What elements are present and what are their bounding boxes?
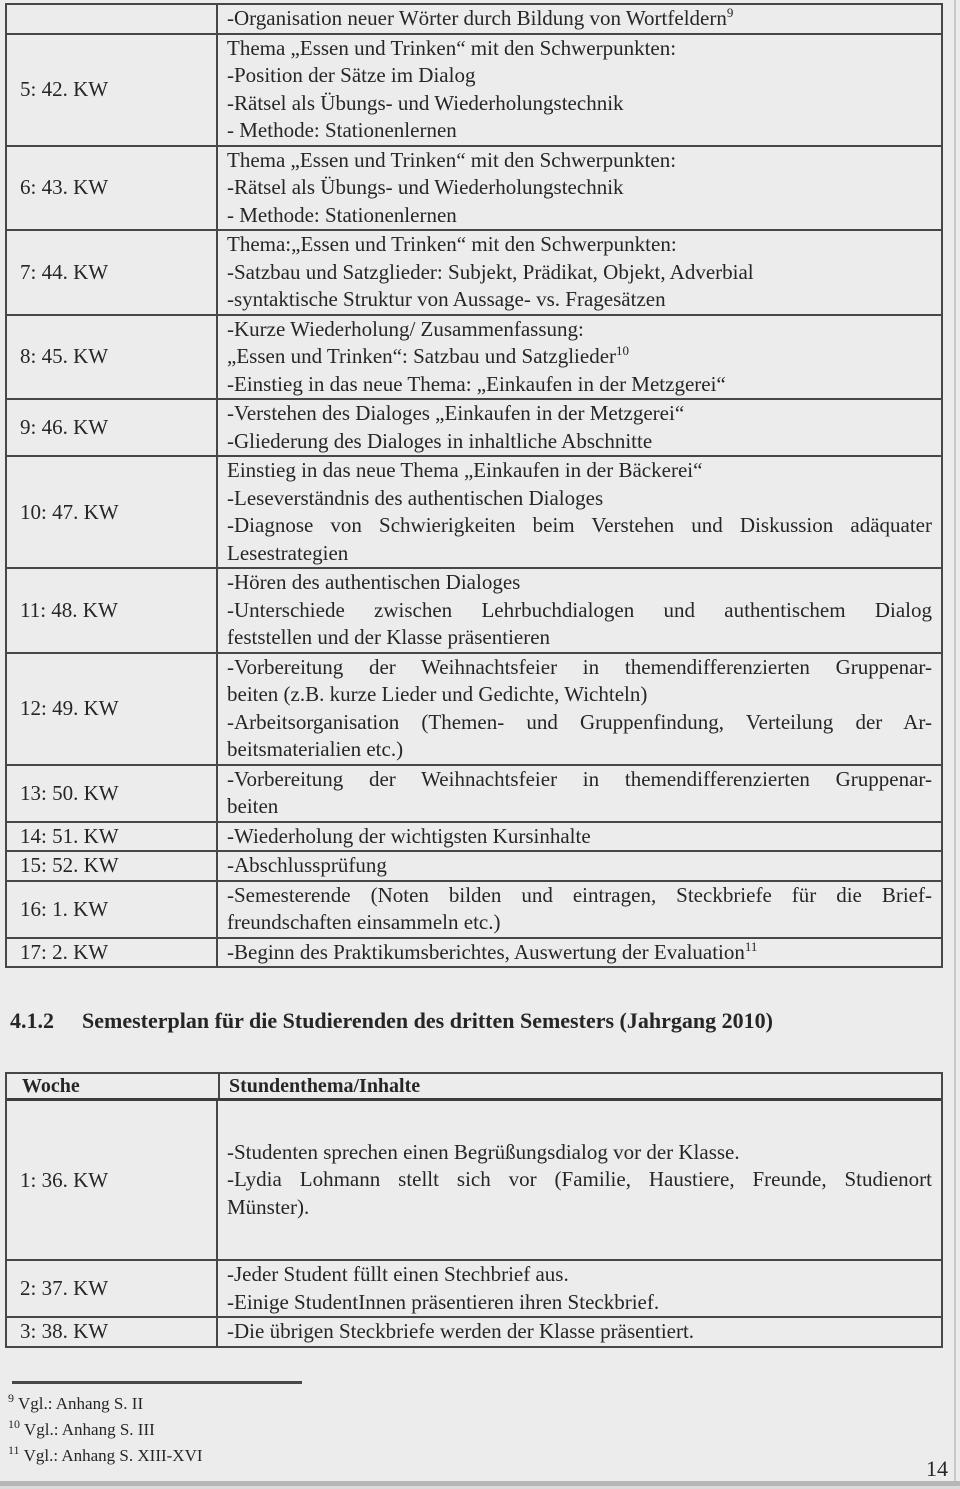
content-line: Münster).	[227, 1194, 310, 1219]
week-cell: 3: 38. KW	[7, 1318, 218, 1346]
table-row	[7, 398, 941, 455]
column-header-stundenthema: Stundenthema/Inhalte	[229, 1075, 421, 1097]
content-line: -Einige StudentInnen präsentieren ihren Steckbrief.	[227, 1289, 660, 1314]
content-line: -Abschlussprüfung	[227, 853, 387, 877]
table-row	[7, 1316, 941, 1346]
footnote-number: 10	[8, 1417, 20, 1432]
content-cell	[218, 852, 941, 880]
content-line: -Position der Sätze im Dialog	[227, 63, 476, 87]
table-row	[7, 850, 941, 880]
week-cell: 1: 36. KW	[7, 1101, 218, 1259]
week-cell: 7: 44. KW	[7, 231, 218, 314]
content-line: -Jeder Student füllt einen Stechbrief aus.	[227, 1262, 569, 1286]
table-header-row	[7, 1074, 941, 1101]
table-row	[7, 821, 941, 851]
table-row	[7, 937, 941, 967]
footnote-item: $^{10}$ Vgl.: Anhang S. III	[8, 1417, 155, 1439]
content-line: -Vorbereitung der Weihnachtsfeier in themendifferenzierten Gruppenar-	[227, 654, 932, 679]
content-line: -Leseverständnis des authentischen Dialoges	[227, 485, 604, 510]
week-cell: 13: 50. KW	[7, 766, 218, 821]
content-line: -Rätsel als Übungs- und Wiederholungstechnik	[227, 90, 624, 115]
content-cell	[218, 1101, 941, 1259]
semester-plan-table-third-semester	[5, 1072, 943, 1348]
content-line: beiten	[227, 794, 279, 818]
content-cell	[218, 766, 941, 821]
content-line: -syntaktische Struktur von Aussage- vs. Fragesätzen	[227, 287, 666, 311]
content-line: -Die übrigen Steckbriefe werden der Klasse präsentiert.	[227, 1319, 695, 1343]
footnote-separator-rule	[12, 1381, 302, 1384]
table-row	[7, 314, 941, 399]
table-row	[7, 229, 941, 314]
content-line: -Rätsel als Übungs- und Wiederholungstechnik	[227, 175, 624, 199]
footnote-item: $^{11}$ Vgl.: Anhang S. XIII-XVI	[8, 1443, 203, 1465]
week-cell: 11: 48. KW	[7, 569, 218, 652]
week-cell: 16: 1. KW	[7, 882, 218, 937]
content-cell	[218, 457, 941, 567]
week-cell: 14: 51. KW	[7, 823, 218, 851]
content-cell	[218, 569, 941, 652]
content-line: -Satzbau und Satzglieder: Subjekt, Prädikat, Objekt, Adverbial	[227, 259, 754, 284]
content-cell	[218, 147, 941, 230]
week-cell: 17: 2. KW	[7, 939, 218, 967]
content-cell	[218, 939, 941, 967]
table-row	[7, 567, 941, 652]
content-cell	[218, 654, 941, 764]
table-row	[7, 880, 941, 937]
content-line: Lesestrategien	[227, 540, 349, 565]
section-heading	[10, 1006, 940, 1036]
week-cell: 12: 49. KW	[7, 654, 218, 764]
content-cell	[218, 316, 941, 399]
footnote-number: 11	[8, 1443, 20, 1458]
content-line: -Diagnose von Schwierigkeiten beim Verstehen und Diskussion adäquater	[227, 513, 932, 537]
week-cell	[7, 5, 218, 33]
content-line: „Essen und Trinken“: Satzbau und Satzglieder$^{10}$	[227, 343, 630, 368]
table-row	[7, 5, 941, 33]
table-body	[7, 1101, 941, 1346]
content-line: -Kurze Wiederholung/ Zusammenfassung:	[227, 316, 584, 341]
footnotes	[8, 1391, 203, 1469]
content-line: - Methode: Stationenlernen	[227, 202, 457, 227]
content-line: -Hören des authentischen Dialoges	[227, 570, 521, 594]
content-cell	[218, 35, 941, 145]
content-cell	[218, 400, 941, 455]
content-cell	[218, 1318, 941, 1346]
content-line: -Einstieg in das neue Thema: „Einkaufen in der Metzgerei“	[227, 371, 726, 396]
content-line: -Lydia Lohmann stellt sich vor (Familie, Haustiere, Freunde, Studienort	[227, 1167, 932, 1192]
content-cell	[218, 823, 941, 851]
table-row	[7, 33, 941, 145]
content-line: -Studenten sprechen einen Begrüßungsdialog vor der Klasse.	[227, 1139, 740, 1164]
footnote-reference: 11	[744, 938, 758, 954]
content-line: -Verstehen des Dialoges „Einkaufen in der Metzgerei“	[227, 401, 685, 425]
semester-plan-table-second-semester	[5, 3, 943, 968]
column-header-woche: Woche	[7, 1074, 220, 1098]
table-row	[7, 455, 941, 567]
content-line: -Arbeitsorganisation (Themen- und Gruppenfindung, Verteilung der Ar-	[227, 709, 932, 734]
content-cell	[218, 1261, 941, 1316]
table-row	[7, 1259, 941, 1316]
content-cell	[218, 5, 941, 33]
content-line: -Vorbereitung der Weihnachtsfeier in themendifferenzierten Gruppenar-	[227, 766, 932, 791]
content-line: -Beginn des Praktikumsberichtes, Auswertung der Evaluation$^{11}$	[227, 938, 758, 964]
content-cell	[218, 231, 941, 314]
content-line: Thema „Essen und Trinken“ mit den Schwerpunkten:	[227, 35, 677, 60]
footnote-reference: 10	[616, 343, 630, 358]
content-line: feststellen und der Klasse präsentieren	[227, 625, 551, 649]
week-cell: 6: 43. KW	[7, 147, 218, 230]
content-line: Einstieg in das neue Thema „Einkaufen in der Bäckerei“	[227, 458, 703, 482]
page-number: 14	[926, 1456, 948, 1481]
content-line: -Semesterende (Noten bilden und eintragen, Steckbriefe für die Brief-	[227, 882, 932, 907]
content-line: -Gliederung des Dialoges in inhaltliche Abschnitte	[227, 428, 653, 453]
content-line: Thema „Essen und Trinken“ mit den Schwerpunkten:	[227, 147, 677, 172]
footnote-number: 9	[8, 1391, 14, 1406]
content-line: -Unterschiede zwischen Lehrbuchdialogen und authentischem Dialog	[227, 597, 932, 622]
footnote-reference: 9	[726, 5, 734, 20]
content-line: - Methode: Stationenlernen	[227, 118, 457, 142]
content-line: freundschaften einsammeln etc.)	[227, 910, 501, 934]
content-line: -Wiederholung der wichtigsten Kursinhalte	[227, 823, 591, 848]
section-number: 4.1.2	[10, 1008, 54, 1033]
footnote-item: $^9$ Vgl.: Anhang S. II	[8, 1391, 144, 1413]
week-cell: 5: 42. KW	[7, 35, 218, 145]
content-line: beiten (z.B. kurze Lieder und Gedichte, Wichteln)	[227, 682, 648, 706]
content-line: Thema:„Essen und Trinken“ mit den Schwerpunkten:	[227, 232, 677, 256]
section-title: Semesterplan für die Studierenden des dritten Semesters (Jahrgang 2010)	[82, 1008, 773, 1033]
week-cell: 8: 45. KW	[7, 316, 218, 399]
week-cell: 10: 47. KW	[7, 457, 218, 567]
content-cell	[218, 882, 941, 937]
table-row	[7, 764, 941, 821]
week-cell: 9: 46. KW	[7, 400, 218, 455]
table-row	[7, 145, 941, 230]
table-row	[7, 1101, 941, 1259]
week-cell: 15: 52. KW	[7, 852, 218, 880]
table-row	[7, 652, 941, 764]
content-line: -Organisation neuer Wörter durch Bildung von Wortfeldern$^9$	[227, 5, 734, 30]
week-cell: 2: 37. KW	[7, 1261, 218, 1316]
scan-edge-right	[954, 0, 956, 1489]
content-line: beitsmaterialien etc.)	[227, 737, 404, 761]
